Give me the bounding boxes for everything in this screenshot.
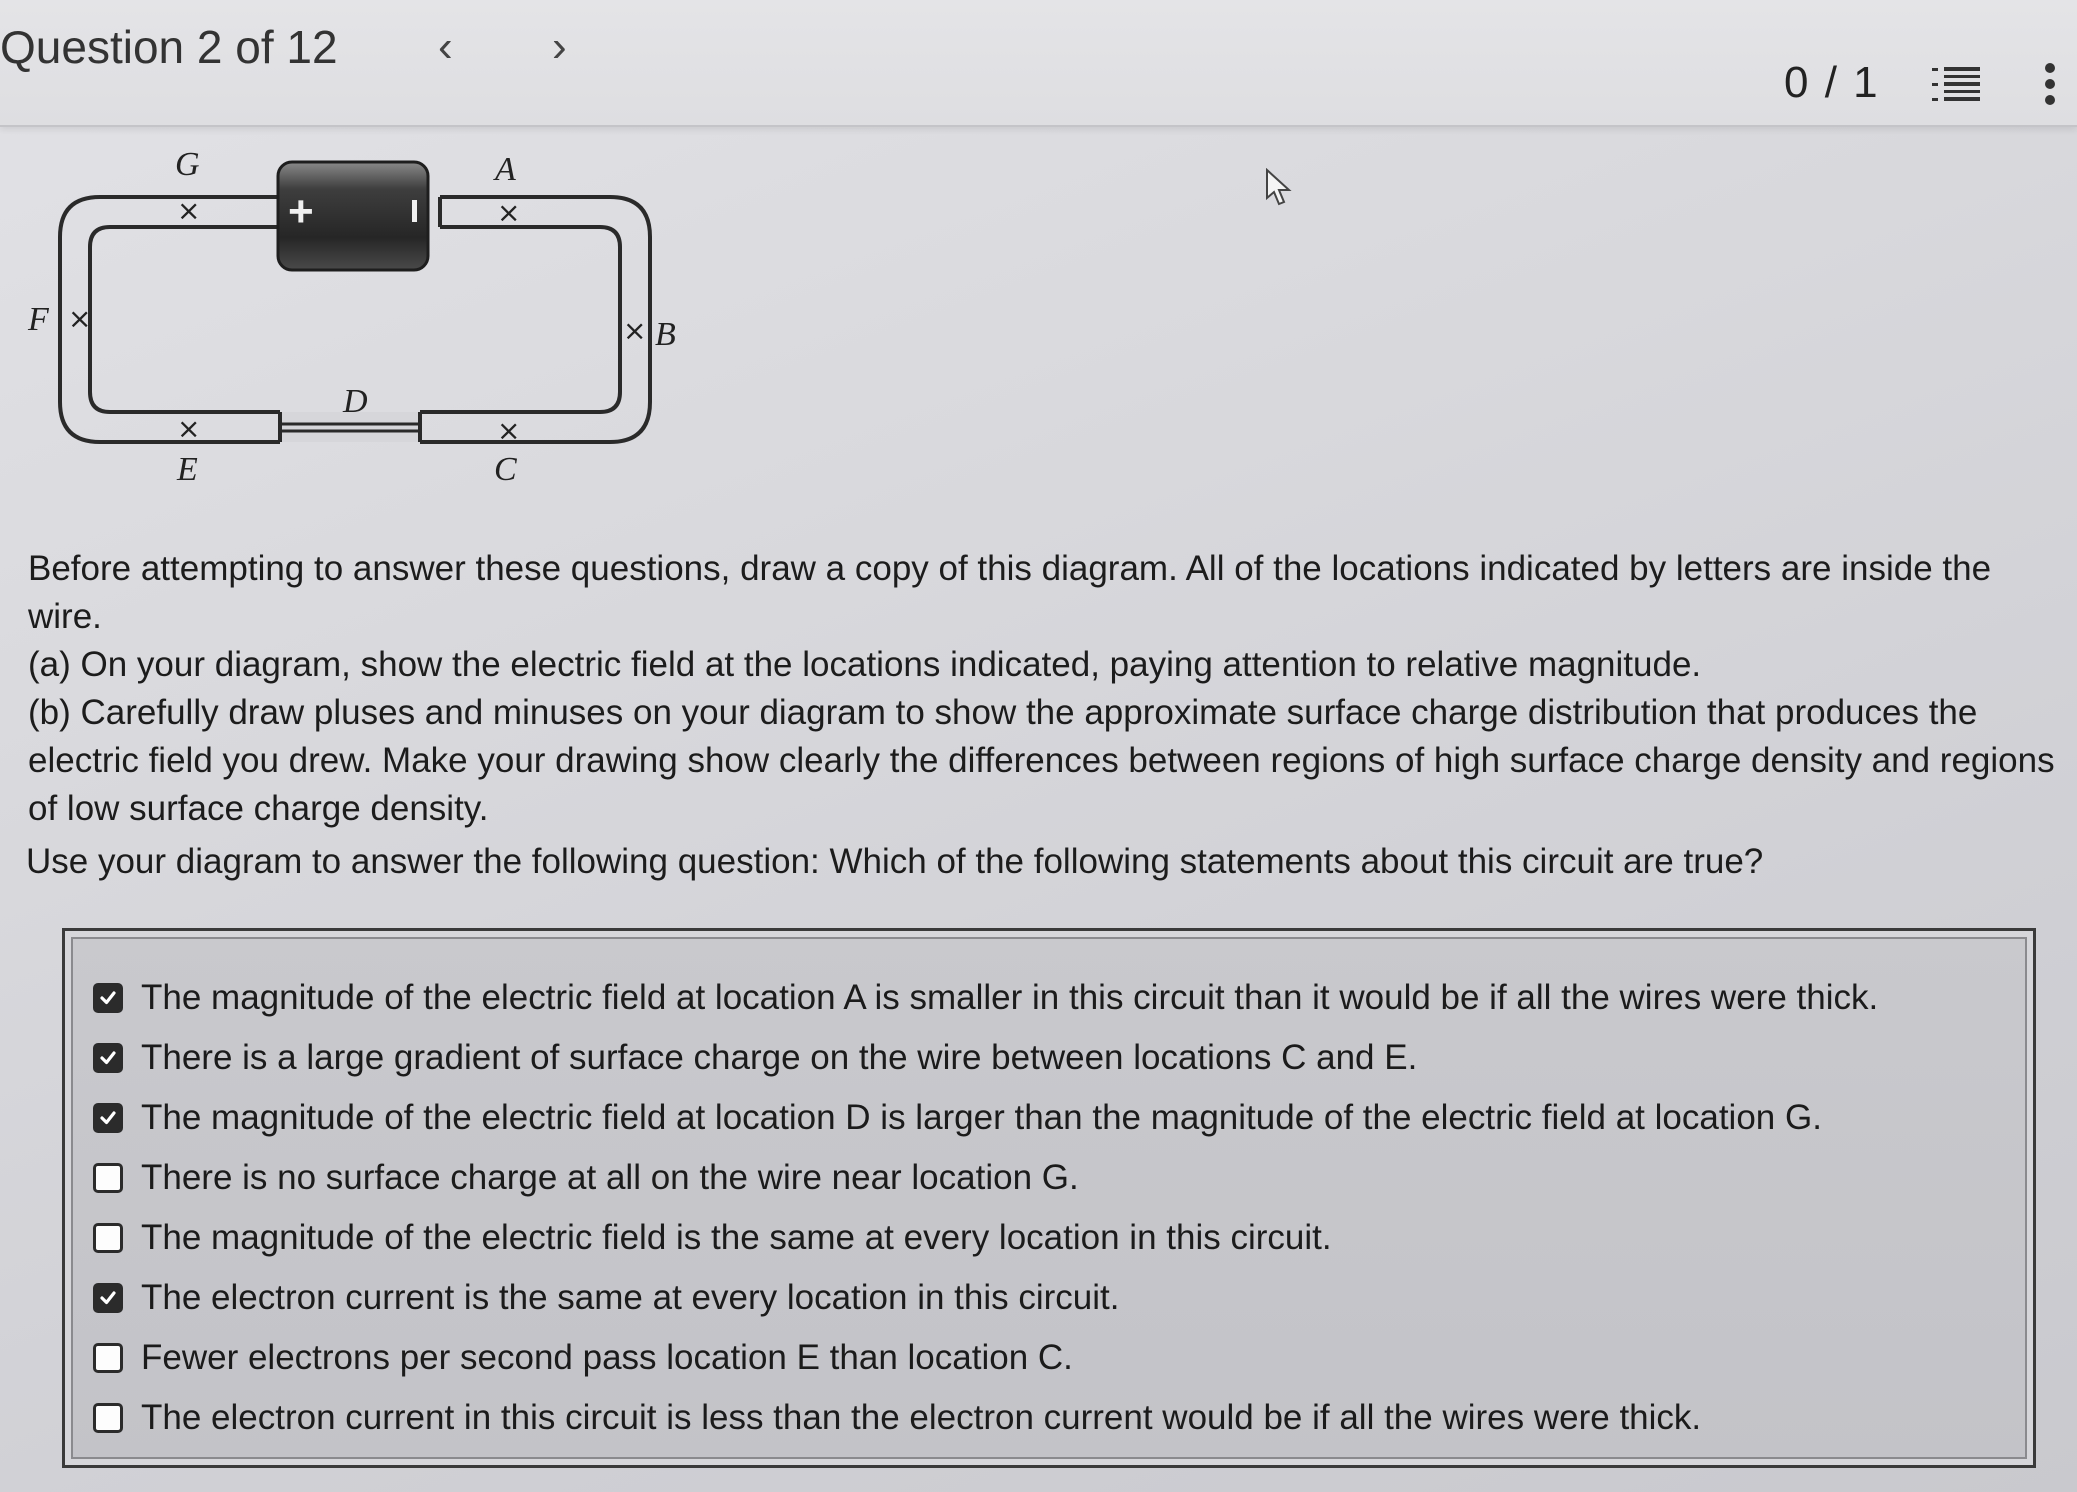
option-6-label: The electron current is the same at every location in this circuit.: [141, 1278, 1120, 1317]
marker-E: ×: [177, 412, 201, 445]
option-8-checkbox[interactable]: [93, 1403, 123, 1433]
checkmark-icon: [98, 1288, 118, 1308]
marker-A: ×: [497, 196, 521, 229]
label-E: E: [177, 451, 198, 488]
option-1-checkbox[interactable]: [93, 983, 123, 1013]
prompt-intro: Before attempting to answer these questions, draw a copy of this diagram. All of the locations indicated by letters are inside the wire.: [28, 549, 1992, 636]
marker-F: ×: [68, 302, 92, 335]
score-display: 0 / 1: [1784, 58, 1880, 107]
option-7[interactable]: [93, 1333, 1073, 1383]
option-8[interactable]: [93, 1393, 1701, 1443]
option-4[interactable]: [93, 1153, 1079, 1203]
label-C: C: [494, 451, 517, 488]
label-A: A: [495, 151, 516, 188]
label-G: G: [175, 146, 200, 183]
circuit-diagram: [20, 140, 700, 510]
label-B: B: [655, 316, 676, 353]
option-5-label: The magnitude of the electric field is the same at every location in this circuit.: [141, 1218, 1332, 1257]
option-3-label: The magnitude of the electric field at location D is larger than the magnitude of the electric field at location G.: [141, 1098, 1822, 1137]
option-4-checkbox[interactable]: [93, 1163, 123, 1193]
thick-wire-inner-right: [420, 227, 620, 412]
option-2-label: There is a large gradient of surface charge on the wire between locations C and E.: [141, 1038, 1418, 1077]
option-4-label: There is no surface charge at all on the wire near location G.: [141, 1158, 1079, 1197]
checkmark-icon: [98, 1108, 118, 1128]
question-header: [0, 0, 2077, 127]
option-2[interactable]: [93, 1033, 1417, 1083]
question-text: Use your diagram to answer the following question: Which of the following statements about this circuit are true?: [26, 842, 1764, 881]
option-7-label: Fewer electrons per second pass location E than location C.: [141, 1338, 1073, 1377]
label-F: F: [28, 301, 49, 338]
thick-wire-inner: [90, 227, 280, 412]
next-question-button[interactable]: ›: [552, 22, 567, 71]
numbered-list-icon[interactable]: [1932, 66, 1980, 104]
option-3-checkbox[interactable]: [93, 1103, 123, 1133]
battery-positive-sign: +: [288, 187, 314, 236]
option-2-checkbox[interactable]: [93, 1043, 123, 1073]
question-prompt: [28, 545, 2068, 833]
marker-G: ×: [177, 194, 201, 227]
marker-C: ×: [497, 414, 521, 447]
label-D: D: [343, 383, 368, 420]
marker-B: ×: [623, 314, 647, 347]
option-1[interactable]: [93, 973, 1878, 1023]
option-1-label: The magnitude of the electric field at location A is smaller in this circuit than it would be if all the wires were thick.: [141, 978, 1879, 1017]
option-7-checkbox[interactable]: [93, 1343, 123, 1373]
mouse-cursor-icon: [1265, 168, 1295, 208]
previous-question-button[interactable]: ‹: [438, 22, 453, 71]
checkmark-icon: [98, 1048, 118, 1068]
option-6[interactable]: [93, 1273, 1119, 1323]
option-3[interactable]: [93, 1093, 1822, 1143]
option-5-checkbox[interactable]: [93, 1223, 123, 1253]
checkmark-icon: [98, 988, 118, 1008]
option-8-label: The electron current in this circuit is less than the electron current would be if all the wires were thick.: [141, 1398, 1702, 1437]
option-6-checkbox[interactable]: [93, 1283, 123, 1313]
question-counter: Question 2 of 12: [0, 21, 338, 73]
more-options-icon[interactable]: [2043, 62, 2057, 106]
answer-options-box: [62, 928, 2036, 1468]
prompt-part-a: (a) On your diagram, show the electric field at the locations indicated, paying attention to relative magnitude.: [28, 645, 1702, 684]
option-5[interactable]: [93, 1213, 1332, 1263]
prompt-part-b: (b) Carefully draw pluses and minuses on your diagram to show the approximate surface charge distribution that produces the electric field you drew. Make your drawing show clearly the differences between regions of high surface charge density and regions of low surface charge density.: [28, 693, 2055, 828]
